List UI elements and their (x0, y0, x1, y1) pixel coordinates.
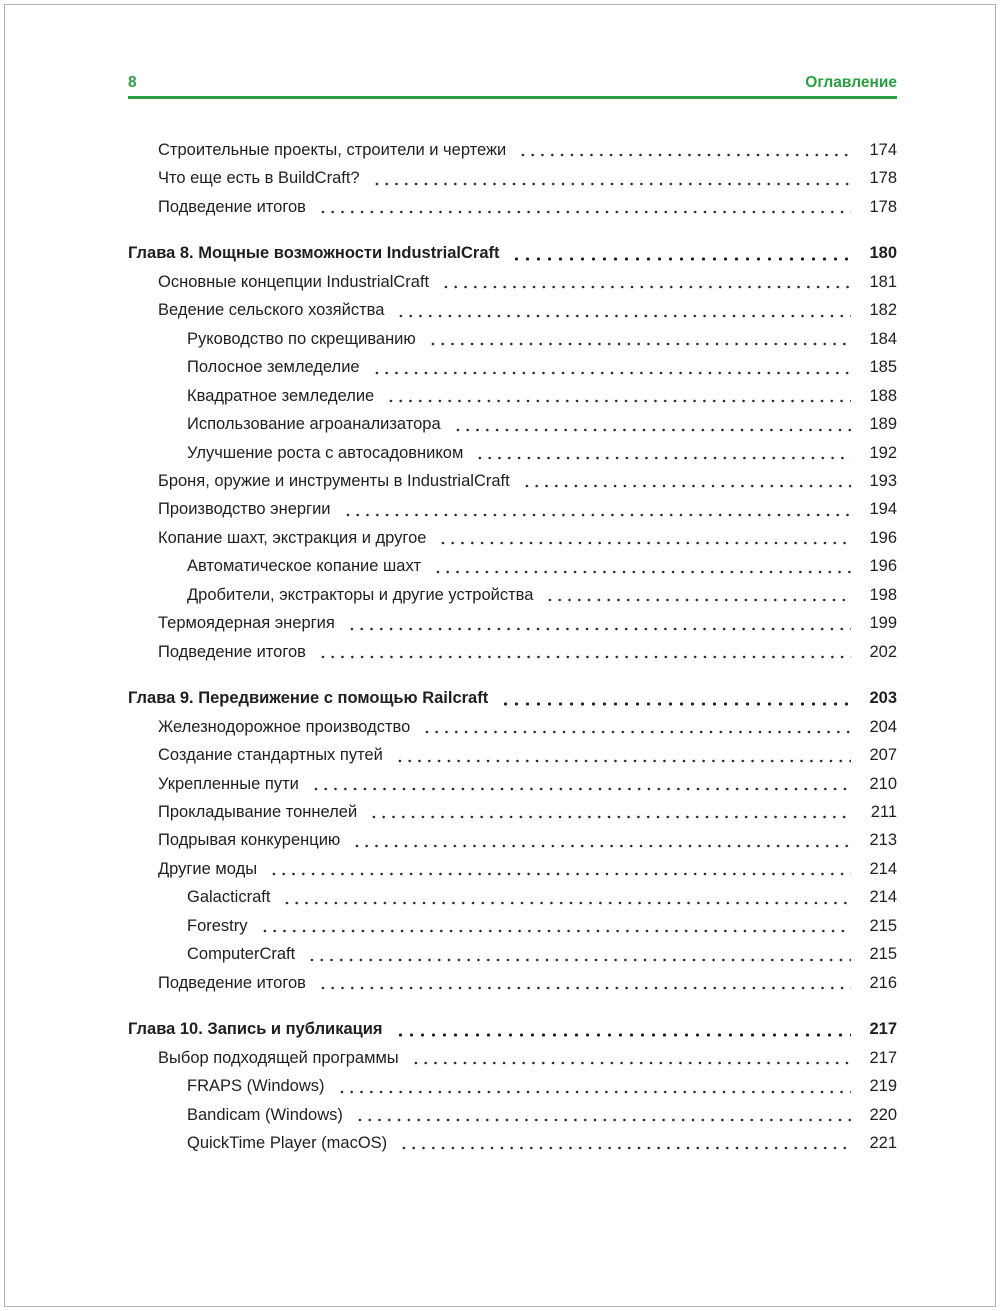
toc-entry-page: 185 (869, 358, 897, 377)
toc-entry-page: 194 (869, 500, 897, 519)
toc-row (128, 552, 897, 580)
toc-row (128, 1044, 897, 1072)
toc-entry-page: 207 (869, 746, 897, 765)
toc-entry-page: 199 (869, 614, 897, 633)
toc-entry-page: 184 (869, 329, 897, 348)
toc-entry-page: 220 (869, 1105, 897, 1124)
toc-entry-title: Подрывая конкуренцию (158, 831, 341, 850)
toc-leader-dots (280, 901, 851, 905)
toc-entry-page: 215 (869, 945, 897, 964)
toc-leader-dots (516, 153, 851, 157)
toc-row (128, 940, 897, 968)
toc-row (128, 193, 897, 221)
toc-leader-dots (370, 371, 851, 375)
toc-entry-title: Автоматическое копание шахт (187, 557, 422, 576)
toc-entry-title: Прокладывание тоннелей (158, 802, 358, 821)
toc-entry-title: Глава 8. Мощные возможности IndustrialCraft (128, 244, 500, 263)
toc-row (128, 524, 897, 552)
toc-entry-title: Основные концепции IndustrialCraft (158, 272, 430, 291)
toc-entry-page: 213 (869, 831, 897, 850)
toc-entry-title: Создание стандартных путей (158, 746, 383, 765)
toc-row (128, 439, 897, 467)
toc-entry-page: 192 (869, 443, 897, 462)
toc-row (128, 741, 897, 769)
toc-entry-page: 180 (869, 244, 897, 263)
running-head-page-number: 8 (128, 74, 137, 91)
toc-entry-title: QuickTime Player (macOS) (187, 1133, 388, 1152)
toc-row (128, 798, 897, 826)
toc-leader-dots (370, 182, 851, 186)
running-head (128, 74, 897, 92)
toc-leader-dots (345, 627, 851, 631)
toc-list (128, 136, 897, 1157)
toc-row (128, 883, 897, 911)
toc-row (128, 268, 897, 296)
toc-leader-dots (397, 1146, 851, 1150)
toc-leader-dots (431, 570, 851, 574)
toc-row (128, 353, 897, 381)
toc-leader-dots (520, 484, 851, 488)
toc-entry-page: 174 (869, 141, 897, 159)
toc-leader-dots (409, 1061, 851, 1065)
toc-entry-title: Bandicam (Windows) (187, 1105, 343, 1124)
toc-leader-dots (316, 210, 851, 214)
toc-entry-title: ComputerCraft (187, 945, 296, 964)
toc-leader-dots (393, 759, 851, 763)
toc-leader-dots (420, 730, 851, 734)
toc-row (128, 382, 897, 410)
toc-entry-title: Квадратное земледелие (187, 386, 375, 405)
toc-leader-dots (309, 787, 851, 791)
toc-row (128, 136, 897, 164)
toc-row (128, 296, 897, 324)
toc-leader-dots (316, 655, 851, 659)
toc-entry-title: Ведение сельского хозяйства (158, 301, 385, 320)
toc-row (128, 1129, 897, 1157)
toc-entry-title: Копание шахт, экстракция и другое (158, 528, 427, 547)
toc-leader-dots (341, 513, 851, 517)
toc-row (128, 1101, 897, 1129)
toc-entry-title: Forestry (187, 916, 248, 935)
toc-leader-dots (258, 929, 851, 933)
header-rule (128, 96, 897, 99)
toc-entry-title: Использование агроанализатора (187, 415, 441, 434)
toc-entry-page: 178 (869, 197, 897, 216)
toc-row (128, 713, 897, 741)
toc-entry-title: Железнодорожное производство (158, 717, 411, 736)
toc-row (128, 912, 897, 940)
toc-leader-dots (498, 702, 851, 706)
toc-entry-page: 202 (869, 642, 897, 661)
toc-entry-title: Другие моды (158, 859, 258, 878)
toc-leader-dots (394, 314, 851, 318)
toc-entry-page: 217 (869, 1020, 897, 1039)
toc-entry-page: 182 (869, 301, 897, 320)
toc-leader-dots (426, 342, 851, 346)
toc-entry-page: 204 (869, 717, 897, 736)
toc-entry-page: 196 (869, 528, 897, 547)
toc-entry-title: Дробители, экстракторы и другие устройства (187, 585, 534, 604)
toc-entry-page: 196 (869, 557, 897, 576)
toc-entry-title: Улучшение роста с автосадовником (187, 443, 464, 462)
toc-row (128, 684, 897, 712)
toc-leader-dots (305, 958, 851, 962)
toc-entry-page: 214 (869, 859, 897, 878)
toc-leader-dots (367, 815, 851, 819)
toc-entry-page: 203 (869, 689, 897, 708)
toc-entry-title: Броня, оружие и инструменты в IndustrialCraft (158, 471, 510, 490)
toc-entry-title: Подведение итогов (158, 973, 306, 992)
toc-leader-dots (439, 285, 851, 289)
toc-row (128, 239, 897, 267)
toc-leader-dots (393, 1033, 851, 1037)
toc-entry-page: 216 (869, 973, 897, 992)
toc-leader-dots (473, 456, 851, 460)
toc-entry-title: Galacticraft (187, 888, 271, 907)
running-head-section-title: Оглавление (805, 74, 897, 91)
toc-entry-title: Строительные проекты, строители и чертежи (158, 141, 507, 159)
toc-entry-title: Производство энергии (158, 500, 331, 519)
toc-entry-page: 221 (869, 1133, 897, 1152)
toc-row (128, 826, 897, 854)
toc-entry-page: 193 (869, 471, 897, 490)
toc-row (128, 495, 897, 523)
toc-row (128, 467, 897, 495)
toc-entry-title: Руководство по скрещиванию (187, 329, 416, 348)
toc-leader-dots (267, 872, 851, 876)
toc-leader-dots (436, 541, 851, 545)
toc-row (128, 1015, 897, 1043)
toc-leader-dots (335, 1090, 851, 1094)
toc-entry-page: 217 (869, 1048, 897, 1067)
toc-entry-title: Выбор подходящей программы (158, 1048, 399, 1067)
toc-entry-page: 198 (869, 585, 897, 604)
toc-entry-page: 214 (869, 888, 897, 907)
toc-leader-dots (350, 844, 851, 848)
toc-row (128, 410, 897, 438)
toc-row (128, 969, 897, 997)
toc-leader-dots (316, 986, 851, 990)
toc-entry-page: 188 (869, 386, 897, 405)
toc-entry-title: Укрепленные пути (158, 774, 299, 793)
toc-entry-page: 211 (870, 802, 897, 821)
toc-row (128, 1072, 897, 1100)
toc-leader-dots (353, 1118, 851, 1122)
toc-entry-title: Термоядерная энергия (158, 614, 335, 633)
toc-entry-page: 189 (869, 415, 897, 434)
toc-entry-title: Глава 10. Запись и публикация (128, 1020, 383, 1039)
toc-entry-title: Подведение итогов (158, 197, 306, 216)
toc-entry-title: Полосное земледелие (187, 358, 360, 377)
toc-leader-dots (543, 598, 851, 602)
toc-row (128, 770, 897, 798)
toc-row (128, 325, 897, 353)
toc-entry-page: 181 (869, 272, 897, 291)
toc-leader-dots (451, 428, 851, 432)
toc-leader-dots (509, 257, 851, 261)
toc-row (128, 609, 897, 637)
toc-entry-title: FRAPS (Windows) (187, 1077, 325, 1096)
toc-entry-title: Что еще есть в BuildCraft? (158, 169, 360, 188)
toc-row (128, 164, 897, 192)
toc-leader-dots (384, 399, 851, 403)
toc-row (128, 581, 897, 609)
toc-entry-title: Глава 9. Передвижение с помощью Railcraft (128, 689, 489, 708)
toc-entry-page: 210 (869, 774, 897, 793)
toc-entry-title: Подведение итогов (158, 642, 306, 661)
toc-entry-page: 215 (869, 916, 897, 935)
toc-entry-page: 219 (869, 1077, 897, 1096)
toc-entry-page: 178 (869, 169, 897, 188)
toc-row (128, 638, 897, 666)
toc-row (128, 855, 897, 883)
